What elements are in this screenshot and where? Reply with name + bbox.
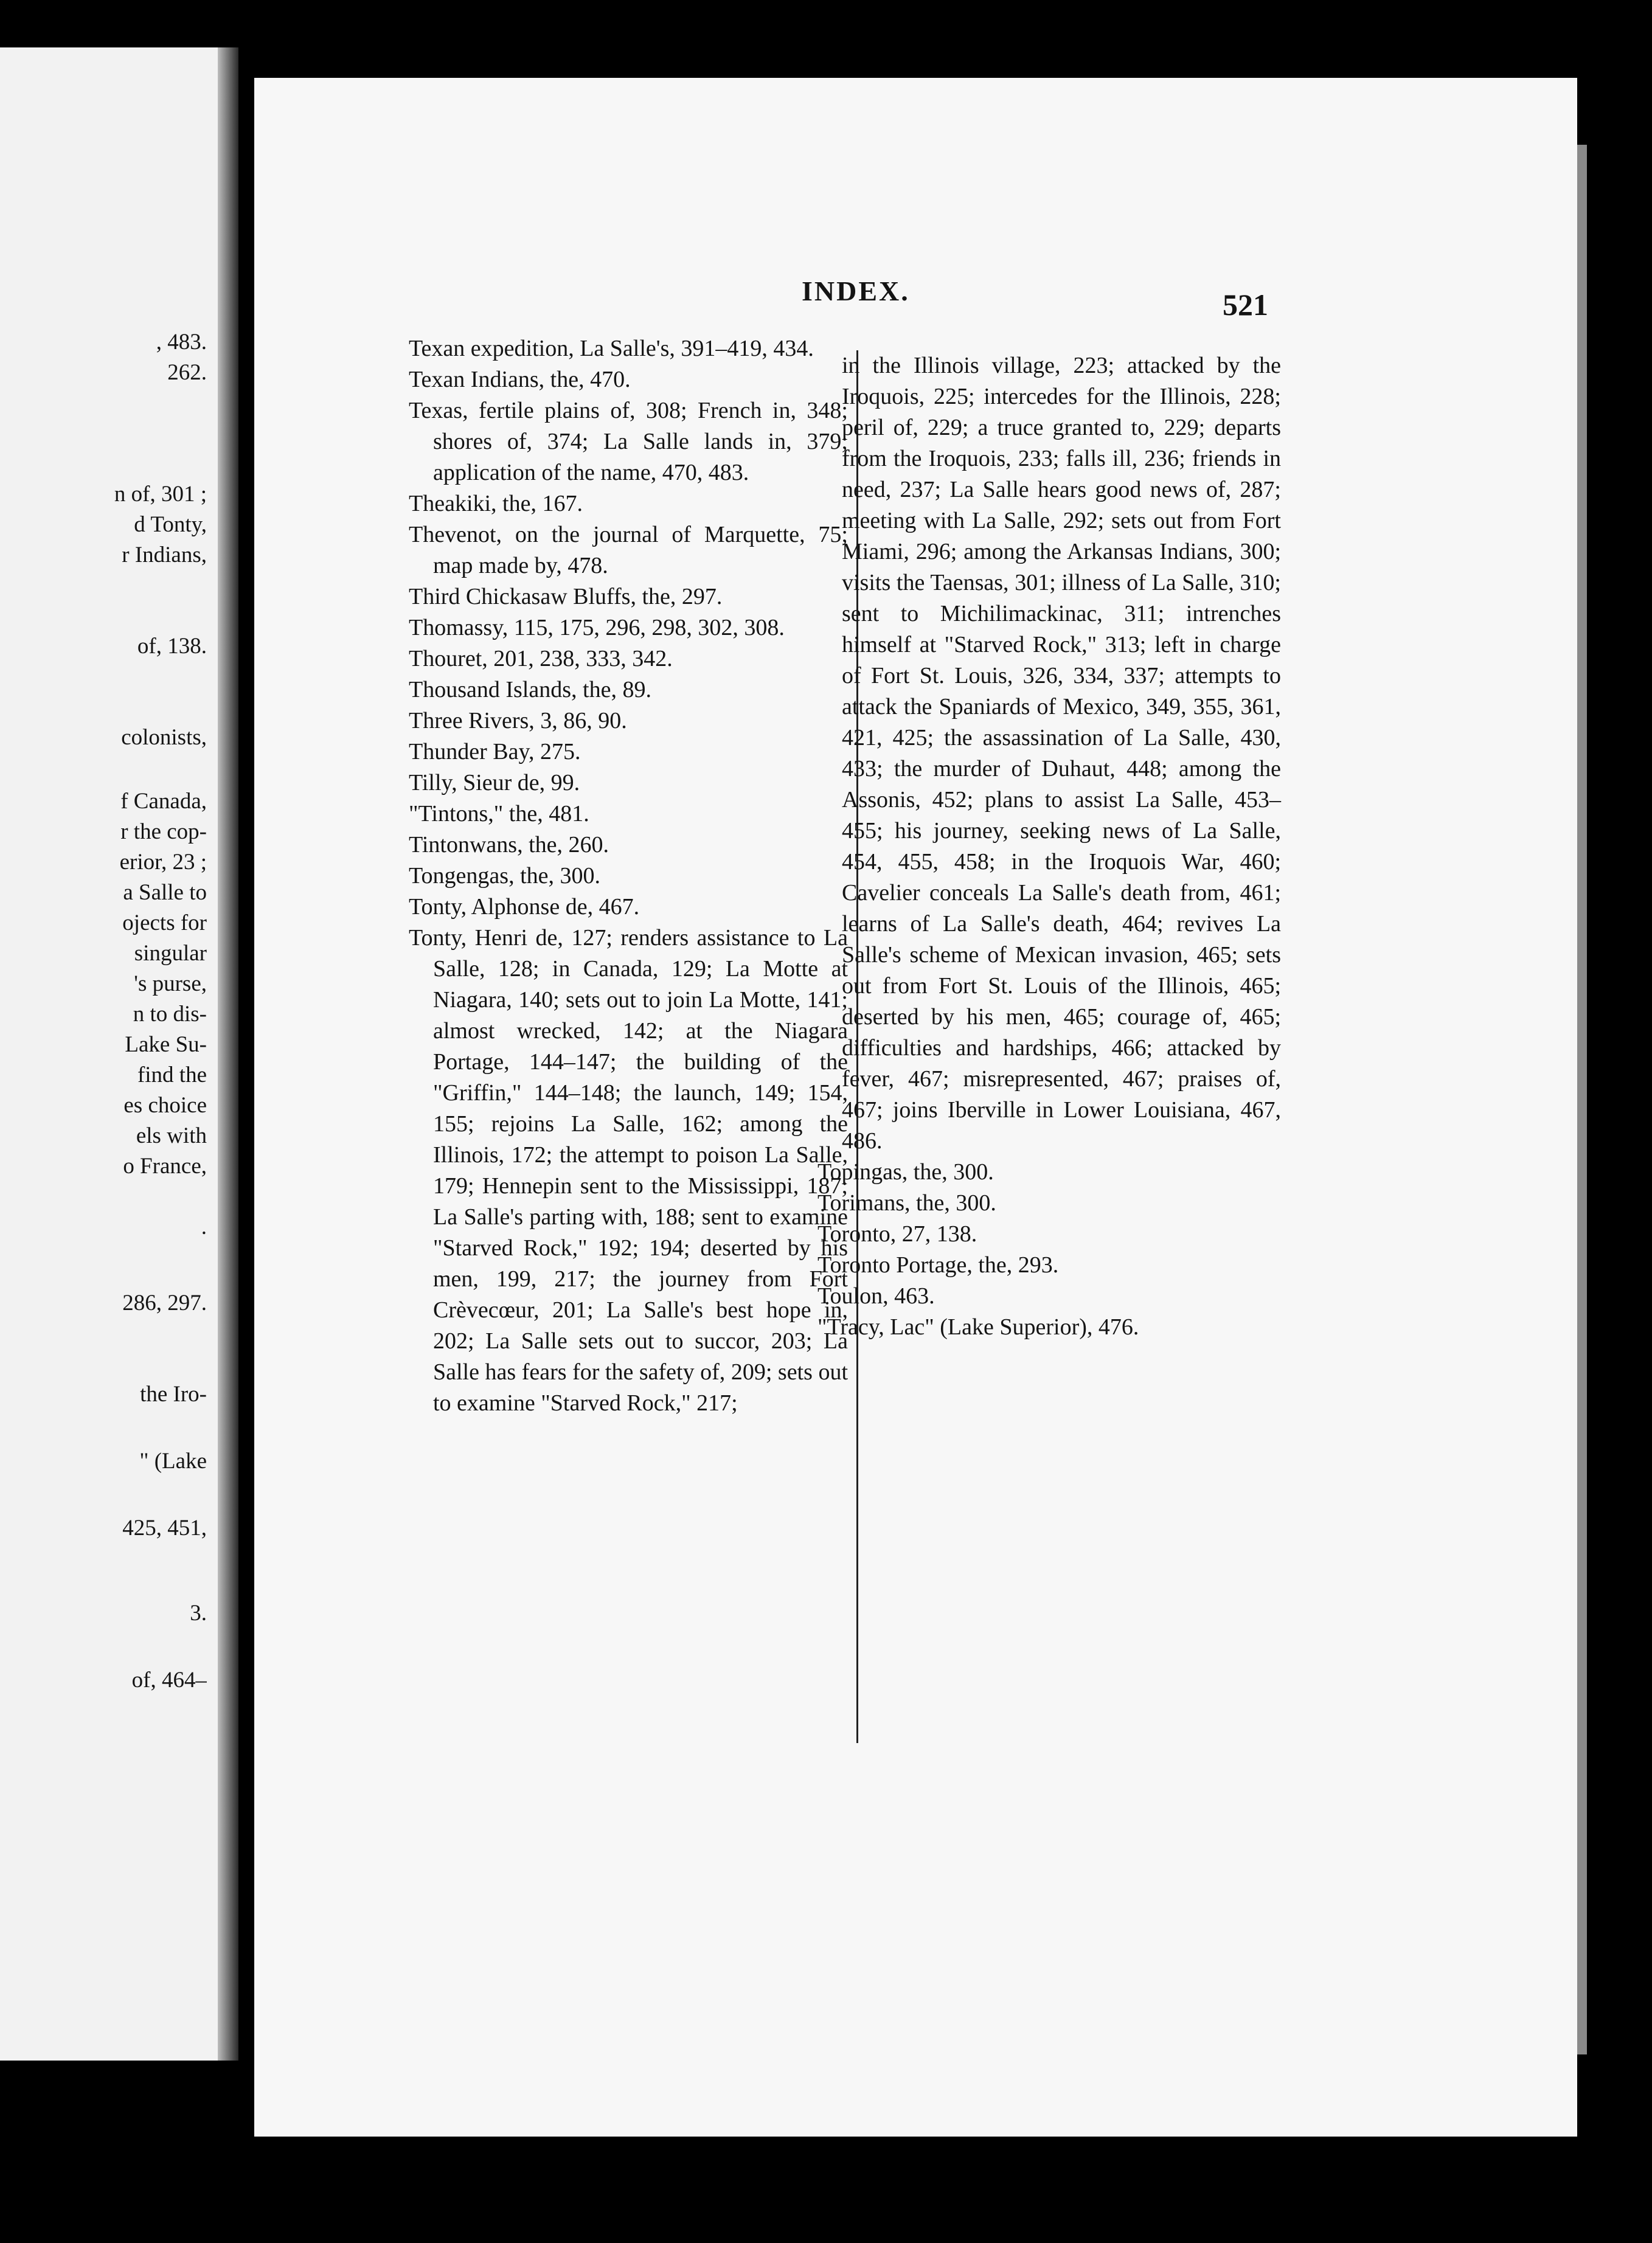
index-entry: Third Chickasaw Bluffs, the, 297.: [409, 584, 723, 609]
index-entry: Texan Indians, the, 470.: [409, 367, 631, 392]
index-column-right: [817, 350, 1281, 1343]
left-page-line: els with: [136, 1123, 207, 1148]
left-page-line: the Iro-: [140, 1382, 207, 1407]
left-page-line: singular: [134, 941, 207, 966]
left-page-line: , 483.: [156, 330, 207, 355]
left-page-line: r the cop-: [120, 819, 207, 844]
index-entry: Tongengas, the, 300.: [409, 863, 601, 889]
left-page-line: 3.: [190, 1601, 207, 1626]
page-edge: [1577, 145, 1587, 2054]
page-number: 521: [1223, 288, 1268, 322]
left-page-line: f Canada,: [120, 789, 207, 814]
index-entry: Torimans, the, 300.: [817, 1190, 996, 1216]
left-page-line: 's purse,: [134, 971, 207, 996]
index-entry: Three Rivers, 3, 86, 90.: [409, 708, 627, 733]
left-page-line: ojects for: [122, 910, 207, 935]
left-page-line: 425, 451,: [122, 1516, 207, 1541]
left-page-line: of, 464–: [131, 1668, 207, 1693]
index-entry: "Tintons," the, 481.: [409, 801, 589, 827]
index-entry: Tonty, Henri de, 127; renders assistance to La Salle, 128; in Canada, 129; La Motte at Niagara, 140; sets out to join La Motte, 141; almost wrecked, 142; at the Niagara Portage, 144–147; the building of the "Griffin," 144–148; the launch, 149; 154, 155; rejoins La Salle, 162; among the Illinois, 172; the attempt to poison La Salle, 179; Hennepin sent to the Mississippi, 187; La Salle's parting with, 188; sent to examine "Starved Rock," 192; 194; deserted by his men, 199, 217; the journey from Fort Crèvecœur, 201; La Salle's best hope in, 202; La Salle sets out to succor, 203; La Salle has fears for the safety of, 209; sets out to examine "Starved Rock," 217;: [409, 925, 848, 1416]
left-page-line: colonists,: [121, 725, 207, 750]
index-entry: Tilly, Sieur de, 99.: [409, 770, 580, 796]
index-entry-continuation: in the Illinois village, 223; attacked by the Iroquois, 225; intercedes for the Illinois, 228; peril of, 229; a truce granted to, 229; departs from the Iroquois, 233; falls ill, 236; friends in need, 237; La Salle hears good news of, 287; meeting with La Salle, 292; sets out from Fort Miami, 296; among the Arkansas Indians, 300; visits the Taensas, 301; illness of La Salle, 310; sent to Michilimackinac, 311; intrenches himself at "Starved Rock," 313; left in charge of Fort St. Louis, 326, 334, 337; attempts to attack the Spaniards of Mexico, 349, 355, 361, 421, 425; the assassination of La Salle, 430, 433; the murder of Duhaut, 448; among the Assonis, 452; plans to assist La Salle, 453–455; his journey, seeking news of La Salle, 454, 455, 458; in the Iroquois War, 460; Cavelier conceals La Salle's death from, 461; learns of La Salle's death, 464; revives La Salle's scheme of Mexican invasion, 465; sets out from Fort St. Louis of the Illinois, 465; deserted by his men, 465; courage of, 465; difficulties and hardships, 466; attacked by fever, 467; misrepresented, 467; praises of, 467; joins Iberville in Lower Louisiana, 467, 486.: [842, 353, 1281, 1154]
index-entry: Thousand Islands, the, 89.: [409, 677, 651, 702]
index-entry: "Tracy, Lac" (Lake Superior), 476.: [817, 1314, 1139, 1340]
book-gutter: [218, 47, 238, 2061]
left-page-line: 262.: [167, 360, 207, 385]
left-page-line: n to dis-: [133, 1002, 207, 1027]
left-page-line: find the: [137, 1063, 207, 1087]
index-entry: Toulon, 463.: [817, 1283, 935, 1309]
left-page-text: [0, 47, 218, 2061]
left-page-line: a Salle to: [123, 880, 207, 905]
index-column-left: [409, 333, 848, 1419]
left-page-line: " (Lake: [139, 1449, 207, 1474]
left-page-line: erior, 23 ;: [119, 850, 207, 875]
left-page-line: Lake Su-: [125, 1032, 207, 1057]
index-entry: Thunder Bay, 275.: [409, 739, 581, 764]
left-page-line: o France,: [123, 1154, 207, 1179]
left-page-line: es choice: [123, 1093, 207, 1118]
index-entry: Tintonwans, the, 260.: [409, 832, 609, 858]
left-page-line: of, 138.: [137, 634, 207, 659]
running-head: INDEX.: [802, 276, 910, 307]
index-entry: Toronto, 27, 138.: [817, 1221, 977, 1247]
index-entry: Thouret, 201, 238, 333, 342.: [409, 646, 673, 671]
index-entry: Toronto Portage, the, 293.: [817, 1252, 1059, 1278]
left-page-line: .: [201, 1215, 207, 1239]
index-entry: Thevenot, on the journal of Marquette, 75; map made by, 478.: [409, 522, 848, 578]
left-page-line: 286, 297.: [122, 1291, 207, 1316]
index-entry: Thomassy, 115, 175, 296, 298, 302, 308.: [409, 615, 785, 640]
index-entry: Texan expedition, La Salle's, 391–419, 434.: [409, 336, 814, 361]
index-entry: Texas, fertile plains of, 308; French in, 348; shores of, 374; La Salle lands in, 379; application of the name, 470, 483.: [409, 398, 848, 485]
left-page: [0, 47, 238, 2061]
left-page-line: n of, 301 ;: [114, 482, 207, 507]
left-page-line: d Tonty,: [134, 512, 207, 537]
index-entry: Tonty, Alphonse de, 467.: [409, 894, 640, 920]
left-page-line: r Indians,: [122, 543, 207, 567]
index-entry: Topingas, the, 300.: [817, 1159, 994, 1185]
index-entry: Theakiki, the, 167.: [409, 491, 583, 516]
